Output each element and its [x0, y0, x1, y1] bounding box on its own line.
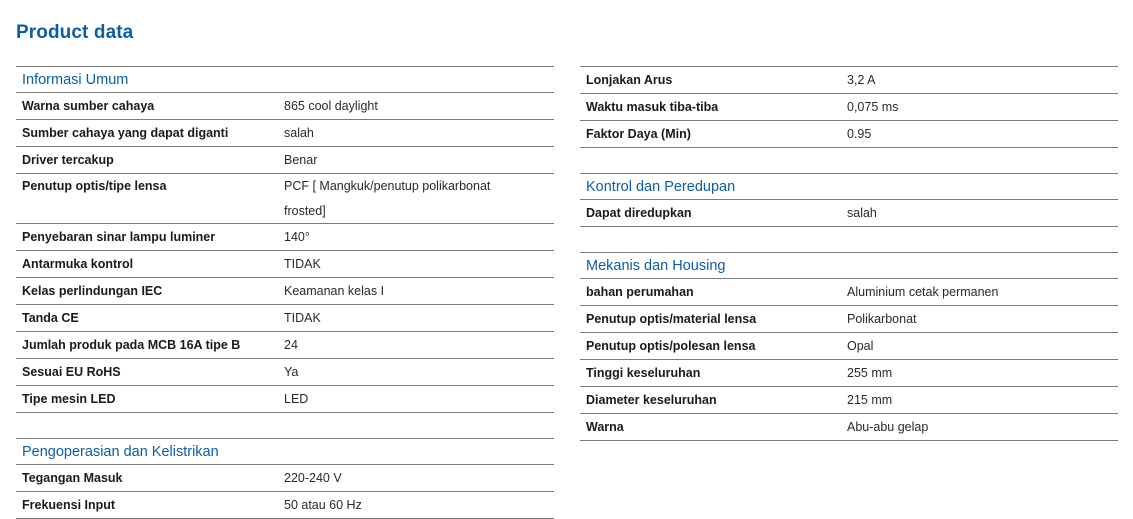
- row-value: 865 cool daylight: [284, 99, 378, 113]
- table-row: [580, 278, 1118, 305]
- row-label: Diameter keseluruhan: [586, 393, 717, 407]
- table-row: [16, 331, 554, 358]
- row-label: Warna sumber cahaya: [22, 99, 155, 113]
- row-value: 3,2 A: [847, 73, 876, 87]
- row-label: Driver tercakup: [22, 153, 114, 167]
- table-row: [16, 464, 554, 491]
- row-label: Jumlah produk pada MCB 16A tipe B: [22, 338, 241, 352]
- row-label: Tegangan Masuk: [22, 471, 123, 485]
- table-row: [16, 119, 554, 146]
- table-row: [16, 304, 554, 331]
- table-row: [16, 358, 554, 385]
- row-label: Lonjakan Arus: [586, 73, 673, 87]
- table-row: [580, 413, 1118, 440]
- left-column: [16, 66, 554, 519]
- row-value: 255 mm: [847, 366, 893, 380]
- row-label: Antarmuka kontrol: [22, 257, 134, 271]
- row-value: salah: [847, 206, 877, 220]
- row-value: Ya: [284, 365, 299, 379]
- divider: [580, 440, 1118, 441]
- row-value: Keamanan kelas I: [284, 284, 385, 298]
- row-value: PCF [ Mangkuk/penutup polikarbonat frosted]: [284, 179, 491, 218]
- table-row: [580, 120, 1118, 147]
- row-value: 24: [284, 338, 298, 352]
- row-label: Penyebaran sinar lampu luminer: [22, 230, 216, 244]
- table-row: [580, 359, 1118, 386]
- row-value: Opal: [847, 339, 874, 353]
- section-heading-operation: Pengoperasian dan Kelistrikan: [16, 438, 554, 464]
- table-row: [580, 305, 1118, 332]
- table-row: [580, 199, 1118, 226]
- table-row: [580, 332, 1118, 359]
- row-label: Frekuensi Input: [22, 498, 116, 512]
- table-row: [16, 146, 554, 173]
- row-label: Tinggi keseluruhan: [586, 366, 701, 380]
- row-label: Faktor Daya (Min): [586, 127, 691, 141]
- table-row: [16, 277, 554, 304]
- table-row: [580, 66, 1118, 93]
- row-label: Dapat diredupkan: [586, 206, 692, 220]
- table-row: [16, 385, 554, 412]
- section-heading-mechanical: Mekanis dan Housing: [580, 252, 1118, 278]
- table-row: [16, 92, 554, 119]
- page-title: Product data: [16, 22, 134, 43]
- table-row: [16, 173, 554, 223]
- row-value: TIDAK: [284, 257, 321, 271]
- row-value: Abu-abu gelap: [847, 420, 929, 434]
- row-label: bahan perumahan: [586, 285, 694, 299]
- row-label: Sumber cahaya yang dapat diganti: [22, 126, 229, 140]
- row-value: 140°: [284, 230, 310, 244]
- row-label: Tipe mesin LED: [22, 392, 116, 406]
- row-label: Waktu masuk tiba-tiba: [586, 100, 719, 114]
- row-value: 0.95: [847, 127, 872, 141]
- row-label: Tanda CE: [22, 311, 79, 325]
- row-label: Penutup optis/tipe lensa: [22, 179, 167, 193]
- section-heading-general: Informasi Umum: [16, 66, 554, 92]
- table-row: [580, 93, 1118, 120]
- row-value: Benar: [284, 153, 318, 167]
- row-label: Kelas perlindungan IEC: [22, 284, 163, 298]
- row-label: Penutup optis/material lensa: [586, 312, 757, 326]
- row-value: 50 atau 60 Hz: [284, 498, 362, 512]
- row-value: Polikarbonat: [847, 312, 917, 326]
- row-label: Penutup optis/polesan lensa: [586, 339, 756, 353]
- row-value: TIDAK: [284, 311, 321, 325]
- table-row: [580, 386, 1118, 413]
- row-value: 0,075 ms: [847, 100, 899, 114]
- table-row: [16, 250, 554, 277]
- section-gap: [580, 148, 1118, 173]
- row-value: 215 mm: [847, 393, 893, 407]
- row-label: Warna: [586, 420, 624, 434]
- right-column: [580, 66, 1118, 441]
- row-value: 220-240 V: [284, 471, 342, 485]
- row-value: salah: [284, 126, 314, 140]
- row-value: LED: [284, 392, 309, 406]
- section-gap: [580, 227, 1118, 252]
- section-heading-control: Kontrol dan Peredupan: [580, 173, 1118, 199]
- row-label: Sesuai EU RoHS: [22, 365, 121, 379]
- section-gap: [16, 413, 554, 438]
- row-value: Aluminium cetak permanen: [847, 285, 999, 299]
- table-row: [16, 223, 554, 250]
